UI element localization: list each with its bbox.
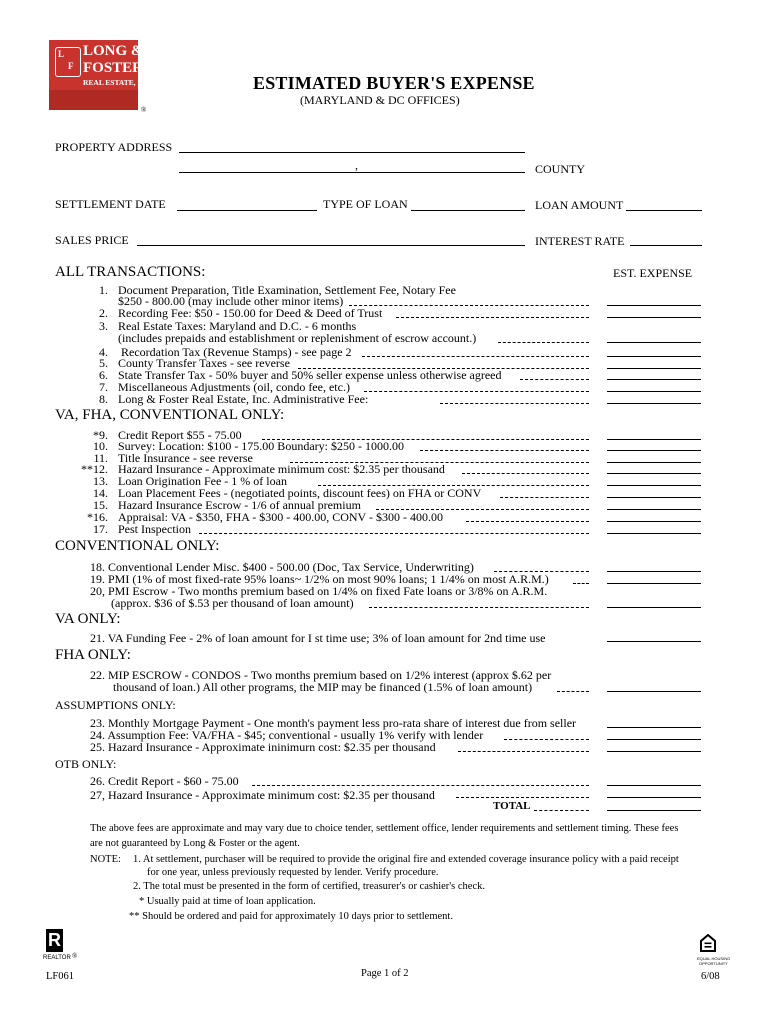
property-address-field[interactable] — [179, 152, 525, 153]
item-text: Title Insurance - see reverse — [118, 451, 253, 465]
item-text: 25. Hazard Insurance - Approximate ininimurn cost: $2.35 per thousand — [90, 740, 436, 754]
expense-field-12[interactable] — [607, 473, 701, 474]
realtor-reg: ® — [72, 952, 78, 960]
leader-dashes — [520, 379, 589, 380]
item-text: (approx. $36 of $.53 per thousand of loan amount) — [111, 596, 354, 610]
sales-price-field[interactable] — [137, 245, 525, 246]
item-text: 26. Credit Report - $60 - 75.00 — [90, 774, 239, 788]
leader-dashes — [456, 797, 589, 798]
loan-amount-label: LOAN AMOUNT — [535, 198, 624, 212]
item-text: Loan Placement Fees - (negotiated points, discount fees) on FHA or CONV — [118, 486, 482, 500]
note-4: ** Should be ordered and paid for approximately 10 days prior to settlement. — [129, 911, 453, 922]
item-number: 2. — [99, 306, 108, 320]
settlement-date-label: SETTLEMENT DATE — [55, 197, 166, 211]
item-text: State Transfer Tax - 50% buyer and 50% seller expense unless otherwise agreed — [118, 368, 502, 382]
disclaimer-line2: are not guaranteed by Long & Foster or the agent. — [90, 838, 300, 849]
section-conventional: CONVENTIONAL ONLY: — [55, 538, 220, 554]
logo-registered-mark: ® — [141, 106, 147, 114]
eho-label-1: EQUAL HOUSING — [697, 956, 731, 961]
expense-field-3[interactable] — [607, 342, 701, 343]
expense-field-16[interactable] — [607, 521, 701, 522]
leader-dashes — [498, 342, 589, 343]
realtor-label: REALTOR — [43, 955, 71, 961]
item-text: Pest Inspection — [118, 522, 191, 536]
item-text: thousand of loan.) All other programs, the MIP may be financed (1.5% of loan amount) — [113, 680, 533, 694]
expense-field-4[interactable] — [607, 356, 701, 357]
logo-line2: FOSTER — [83, 60, 144, 76]
total-label: TOTAL — [493, 800, 531, 812]
item-number: 3. — [99, 319, 108, 333]
form-date: 6/08 — [701, 971, 720, 982]
item-number: 6. — [99, 368, 108, 382]
leader-dashes — [420, 450, 589, 451]
type-of-loan-label: TYPE OF LOAN — [323, 197, 408, 211]
item-number: 10. — [93, 439, 108, 453]
expense-field-20[interactable] — [607, 607, 701, 608]
item-number: 4. — [99, 345, 108, 359]
settlement-date-field[interactable] — [177, 210, 317, 211]
est-expense-header: EST. EXPENSE — [613, 266, 693, 280]
item-text: Recording Fee: $50 - 150.00 for Deed & Deed of Trust — [118, 306, 383, 320]
expense-field-26[interactable] — [607, 785, 701, 786]
eho-label-2: OPPORTUNITY — [699, 961, 728, 966]
leader-dashes — [362, 356, 589, 357]
note-3: * Usually paid at time of loan application. — [139, 896, 316, 907]
logo-emblem-icon — [55, 47, 81, 77]
expense-field-10[interactable] — [607, 450, 701, 451]
item-text: Recordation Tax (Revenue Stamps) - see page 2 — [121, 345, 352, 359]
form-code: LF061 — [46, 971, 75, 982]
logo-emblem-l: L — [58, 49, 65, 59]
expense-field-11[interactable] — [607, 462, 701, 463]
expense-field-18[interactable] — [607, 571, 701, 572]
sales-price-label: SALES PRICE — [55, 233, 129, 247]
expense-field-9[interactable] — [607, 439, 701, 440]
leader-dashes — [349, 305, 589, 306]
item-text: 24. Assumption Fee: VA/FHA - $45; conventional - usually 1% verify with lender — [90, 728, 484, 742]
expense-field-22[interactable] — [607, 691, 701, 692]
logo-bar — [49, 90, 138, 110]
expense-field-5[interactable] — [607, 368, 701, 369]
property-address-line2-field[interactable] — [179, 172, 525, 173]
expense-field-23[interactable] — [607, 727, 701, 728]
logo-line3: REAL ESTATE, INC. — [83, 78, 154, 87]
item-text: Hazard Insurance - Approximate minimum cost: $2.35 per thousand — [118, 462, 445, 476]
note-1a: 1. At settlement, purchaser will be required to provide the original fire and extended coverage insurance policy with a paid receipt — [133, 854, 679, 865]
item-text: 20, PMI Escrow - Two months premium based on 1/4% on fixed Fate loans or 3/8% on A.R.M. — [90, 584, 548, 598]
expense-field-15[interactable] — [607, 509, 701, 510]
interest-rate-label: INTEREST RATE — [535, 234, 625, 248]
expense-field-2[interactable] — [607, 317, 701, 318]
page-number: Page 1 of 2 — [361, 968, 409, 979]
item-number: 15. — [93, 498, 108, 512]
section-assumptions: ASSUMPTIONS ONLY: — [55, 698, 176, 712]
item-text: 27, Hazard Insurance - Approximate minimum cost: $2.35 per thousand — [90, 788, 435, 802]
expense-field-6[interactable] — [607, 379, 701, 380]
expense-field-8[interactable] — [607, 403, 701, 404]
expense-field-1[interactable] — [607, 305, 701, 306]
item-number: 1. — [99, 283, 108, 297]
disclaimer-line1: The above fees are approximate and may vary due to choice tender, settlement office, lender requirements and settlement timing. These fees — [90, 823, 679, 834]
item-text: 21. VA Funding Fee - 2% of loan amount for I st time use; 3% of loan amount for 2nd time use — [90, 631, 546, 645]
item-text: Appraisal: VA - $350, FHA - $300 - 400.00, CONV - $300 - 400.00 — [118, 510, 444, 524]
logo-emblem-f: F — [68, 61, 74, 71]
leader-dashes — [364, 391, 589, 392]
leader-dashes — [573, 583, 589, 584]
expense-field-24[interactable] — [607, 739, 701, 740]
logo-line1: LONG & — [83, 43, 144, 59]
item-text: Survey: Location: $100 - 175.00 Boundary: $250 - 1000.00 — [118, 439, 404, 453]
equal-housing-icon — [700, 934, 716, 952]
item-text: Real Estate Taxes: Maryland and D.C. - 6 months — [118, 319, 357, 333]
address-comma: , — [355, 158, 358, 172]
page-subtitle: (MARYLAND & DC OFFICES) — [300, 93, 460, 107]
expense-field-27[interactable] — [607, 797, 701, 798]
expense-field-19[interactable] — [607, 583, 701, 584]
item-text: Long & Foster Real Estate, Inc. Administrative Fee: — [118, 392, 369, 406]
leader-dashes — [500, 497, 589, 498]
expense-field-21[interactable] — [607, 641, 701, 642]
loan-amount-field[interactable] — [626, 210, 702, 211]
leader-dashes — [440, 403, 589, 404]
item-text: 19. PMI (1% of most fixed-rate 95% loans~ 1/2% on most 90% loans; 1 1/4% on most A.R.M.) — [90, 572, 549, 586]
expense-field-13[interactable] — [607, 485, 701, 486]
item-number: *16. — [87, 510, 108, 524]
item-number: 8. — [99, 392, 108, 406]
expense-field-25[interactable] — [607, 751, 701, 752]
leader-dashes — [369, 607, 589, 608]
realtor-logo-icon: R — [48, 930, 61, 950]
item-number: 5. — [99, 356, 108, 370]
item-text: 22. MIP ESCROW - CONDOS - Two months premium based on 1/2% interest (approx $.62 per — [90, 668, 552, 682]
expense-field-7[interactable] — [607, 391, 701, 392]
leader-dashes — [199, 533, 589, 534]
leader-dashes — [504, 739, 589, 740]
item-text: Document Preparation, Title Examination, Settlement Fee, Notary Fee — [118, 283, 456, 297]
item-text: Credit Report $55 - 75.00 — [118, 428, 242, 442]
long-foster-logo — [49, 40, 154, 110]
county-label: COUNTY — [535, 162, 585, 176]
leader-dashes — [458, 751, 589, 752]
expense-field-14[interactable] — [607, 497, 701, 498]
item-text: (includes prepaids and establishment or replenishment of escrow account.) — [118, 331, 477, 345]
item-text: 23. Monthly Mortgage Payment - One month's payment less pro-rata share of interest due from seller — [90, 716, 577, 730]
leader-dashes — [252, 785, 589, 786]
leader-dashes — [462, 473, 589, 474]
total-field[interactable] — [607, 810, 701, 811]
note-label: NOTE: — [90, 854, 121, 865]
type-of-loan-field[interactable] — [411, 210, 525, 211]
note-1b: for one year, unless previously requested by lender. Verify procedure. — [147, 867, 439, 878]
item-text: Loan Origination Fee - 1 % of loan — [118, 474, 287, 488]
item-number: 17. — [93, 522, 108, 536]
section-otb: OTB ONLY: — [55, 757, 117, 771]
property-address-label: PROPERTY ADDRESS — [55, 140, 173, 154]
item-number: 14. — [93, 486, 108, 500]
section-all-transactions: ALL TRANSACTIONS: — [55, 264, 206, 280]
section-va: VA ONLY: — [55, 611, 121, 627]
item-text: Miscellaneous Adjustments (oil, condo fee, etc.) — [118, 380, 350, 394]
item-number: *9. — [93, 428, 108, 442]
item-text: County Transfer Taxes - see reverse — [118, 356, 290, 370]
section-va-fha-conventional: VA, FHA, CONVENTIONAL ONLY: — [55, 407, 285, 423]
page-title: ESTIMATED BUYER'S EXPENSE — [253, 73, 535, 93]
note-2: 2. The total must be presented in the form of certified, treasurer's or cashier's check. — [133, 881, 486, 892]
item-number: 13. — [93, 474, 108, 488]
item-text: 18. Conventional Lender Misc. $400 - 500.00 (Doc, Tax Service, Underwriting) — [90, 560, 474, 574]
leader-dashes — [534, 810, 589, 811]
item-number: **12. — [81, 462, 108, 476]
leader-dashes — [557, 691, 589, 692]
interest-rate-field[interactable] — [630, 245, 702, 246]
item-text: Hazard Insurance Escrow - 1/6 of annual premium — [118, 498, 361, 512]
item-number: 7. — [99, 380, 108, 394]
leader-dashes — [396, 317, 589, 318]
expense-field-17[interactable] — [607, 533, 701, 534]
leader-dashes — [466, 521, 589, 522]
item-text: $250 - 800.00 (may include other minor items) — [118, 294, 344, 308]
item-number: 11. — [93, 451, 108, 465]
section-fha: FHA ONLY: — [55, 647, 131, 663]
